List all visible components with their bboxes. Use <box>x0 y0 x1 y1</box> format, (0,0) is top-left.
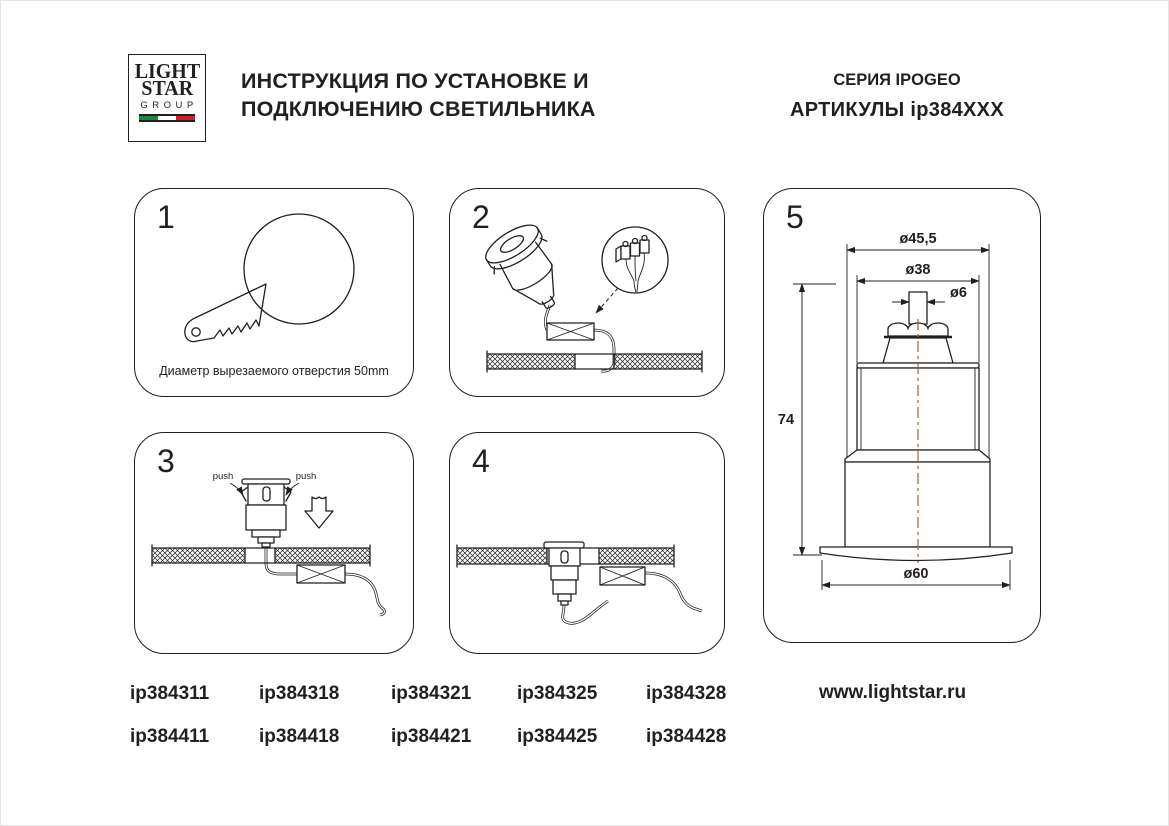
article-number: ip384421 <box>391 726 472 747</box>
article-number: ip384411 <box>130 726 210 747</box>
instruction-panel-2 <box>449 188 725 397</box>
dimension-drawing <box>764 189 1042 644</box>
flag-white <box>158 116 177 120</box>
dim-6-label: ø6 <box>950 285 967 301</box>
panel-1-number: 1 <box>157 199 175 235</box>
instruction-panel-5 <box>763 188 1041 643</box>
article-number: ip384311 <box>130 683 210 704</box>
logo-flag-italy <box>139 114 195 122</box>
website-url: www.lightstar.ru <box>819 682 967 703</box>
instruction-panel-4 <box>449 432 725 654</box>
wire-detail-magnifier <box>596 227 668 313</box>
flag-green <box>139 116 158 120</box>
page-title <box>241 68 596 123</box>
series-label: СЕРИЯ IPOGEO <box>833 71 961 89</box>
lightstar-logo <box>128 54 206 142</box>
hole-saw-illustration <box>185 284 266 342</box>
junction-box <box>297 565 345 583</box>
fixture-section-view <box>820 292 1012 563</box>
article-number: ip384418 <box>259 726 340 747</box>
panel-5-number: 5 <box>786 199 804 235</box>
flag-red <box>176 116 195 120</box>
article-number: ip384325 <box>517 683 598 704</box>
step-3-diagram <box>135 433 415 655</box>
push-label-left: push <box>212 471 234 482</box>
panel-2-number: 2 <box>472 199 490 235</box>
step-4-diagram <box>450 433 726 655</box>
cut-hole-caption: Диаметр вырезаемого отверстия 50mm <box>159 364 389 378</box>
article-number: ip384328 <box>646 683 727 704</box>
instruction-panel-1 <box>134 188 414 397</box>
mounting-surface <box>487 351 702 372</box>
bottom-flange <box>820 547 1012 561</box>
light-fixture <box>241 479 291 547</box>
push-arrow-right <box>286 483 299 495</box>
push-label-right: push <box>295 471 317 482</box>
junction-box <box>600 567 645 585</box>
dim-74-label: 74 <box>777 412 795 428</box>
cut-hole-circle <box>244 214 354 324</box>
article-number: ip384425 <box>517 726 598 747</box>
title-line-1: ИНСТРУКЦИЯ ПО УСТАНОВКЕ И <box>241 69 589 93</box>
light-fixture-installed <box>544 542 584 605</box>
articles-label: АРТИКУЛЫ ip384XXX <box>790 99 1004 121</box>
panel-3-number: 3 <box>157 443 175 479</box>
series-block <box>772 71 1022 122</box>
dim-38-label: ø38 <box>905 262 931 278</box>
logo-light: LIGHT <box>134 59 200 83</box>
step-2-diagram <box>450 189 726 398</box>
article-number: ip384321 <box>391 683 472 704</box>
instruction-panel-3 <box>134 432 414 654</box>
insert-down-arrow <box>305 497 333 528</box>
light-fixture <box>479 217 577 323</box>
dim-45-label: ø45,5 <box>899 231 937 247</box>
junction-box <box>547 323 594 340</box>
article-number: ip384428 <box>646 726 727 747</box>
logo-group: GROUP <box>140 100 198 112</box>
title-line-2: ПОДКЛЮЧЕНИЮ СВЕТИЛЬНИКА <box>241 96 596 121</box>
logo-star: STAR <box>141 76 193 101</box>
panel-4-number: 4 <box>472 443 490 479</box>
article-number: ip384318 <box>259 683 340 704</box>
mounting-surface <box>152 545 370 566</box>
dim-60-label: ø60 <box>903 566 929 582</box>
detail-pointer-arrow <box>596 288 618 313</box>
